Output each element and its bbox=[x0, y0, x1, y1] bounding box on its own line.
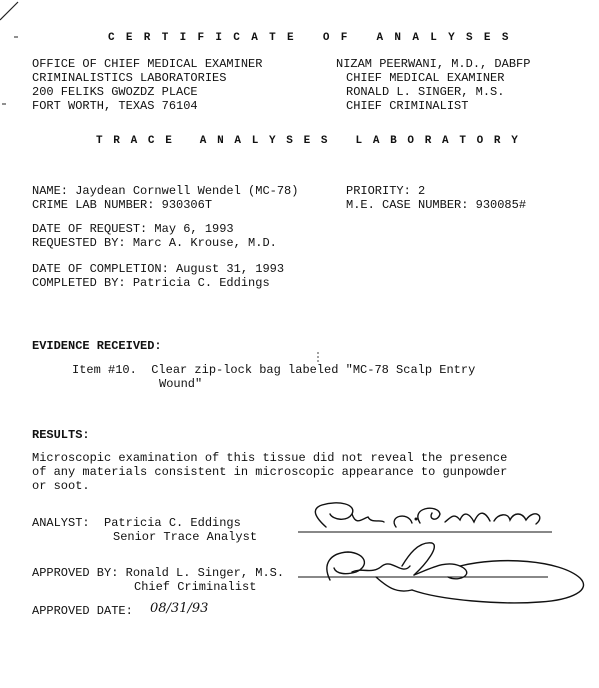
corner-scan-mark bbox=[0, 2, 18, 20]
results-line-2: of any materials consistent in microscopic appearance to gunpowder bbox=[32, 465, 508, 479]
official-line-1: NIZAM PEERWANI, M.D., DABFP bbox=[336, 57, 531, 71]
official-line-3: RONALD L. SINGER, M.S. bbox=[346, 85, 505, 99]
approved-title: Chief Criminalist bbox=[134, 580, 257, 594]
office-line-3: 200 FELIKS GWOZDZ PLACE bbox=[32, 85, 198, 99]
office-line-1: OFFICE OF CHIEF MEDICAL EXAMINER bbox=[32, 57, 263, 71]
analyst-title: Senior Trace Analyst bbox=[113, 530, 258, 544]
approved-date-value: 08/31/93 bbox=[150, 601, 209, 616]
approved-by-line: APPROVED BY: Ronald L. Singer, M.S. bbox=[32, 566, 285, 580]
evidence-item-line-2: Wound" bbox=[159, 377, 203, 391]
analyst-signature bbox=[315, 503, 539, 527]
crime-lab-number: CRIME LAB NUMBER: 930306T bbox=[32, 198, 213, 212]
evidence-heading: EVIDENCE RECEIVED: bbox=[32, 339, 162, 353]
official-line-4: CHIEF CRIMINALIST bbox=[346, 99, 469, 113]
name-line: NAME: Jaydean Cornwell Wendel (MC-78) bbox=[32, 184, 299, 198]
office-line-4: FORT WORTH, TEXAS 76104 bbox=[32, 99, 198, 113]
results-line-1: Microscopic examination of this tissue did not reveal the presence bbox=[32, 451, 508, 465]
me-case-number: M.E. CASE NUMBER: 930085# bbox=[346, 198, 527, 212]
lab-title: TRACE ANALYSES LABORATORY bbox=[96, 135, 529, 147]
date-of-request: DATE OF REQUEST: May 6, 1993 bbox=[32, 222, 234, 236]
requested-by: REQUESTED BY: Marc A. Krouse, M.D. bbox=[32, 236, 277, 250]
approver-signature bbox=[327, 543, 584, 603]
official-line-2: CHIEF MEDICAL EXAMINER bbox=[346, 71, 505, 85]
analyst-line: ANALYST: Patricia C. Eddings bbox=[32, 516, 241, 530]
results-heading: RESULTS: bbox=[32, 428, 90, 442]
evidence-item-line-1: Item #10. Clear zip-lock bag labeled "MC-78 Scalp Entry bbox=[72, 363, 476, 377]
results-line-3: or soot. bbox=[32, 479, 90, 493]
priority: PRIORITY: 2 bbox=[346, 184, 426, 198]
date-of-completion: DATE OF COMPLETION: August 31, 1993 bbox=[32, 262, 285, 276]
approved-date-label: APPROVED DATE: bbox=[32, 604, 133, 618]
completed-by: COMPLETED BY: Patricia C. Eddings bbox=[32, 276, 270, 290]
certificate-title: CERTIFICATE OF ANALYSES bbox=[108, 32, 520, 44]
office-line-2: CRIMINALISTICS LABORATORIES bbox=[32, 71, 227, 85]
